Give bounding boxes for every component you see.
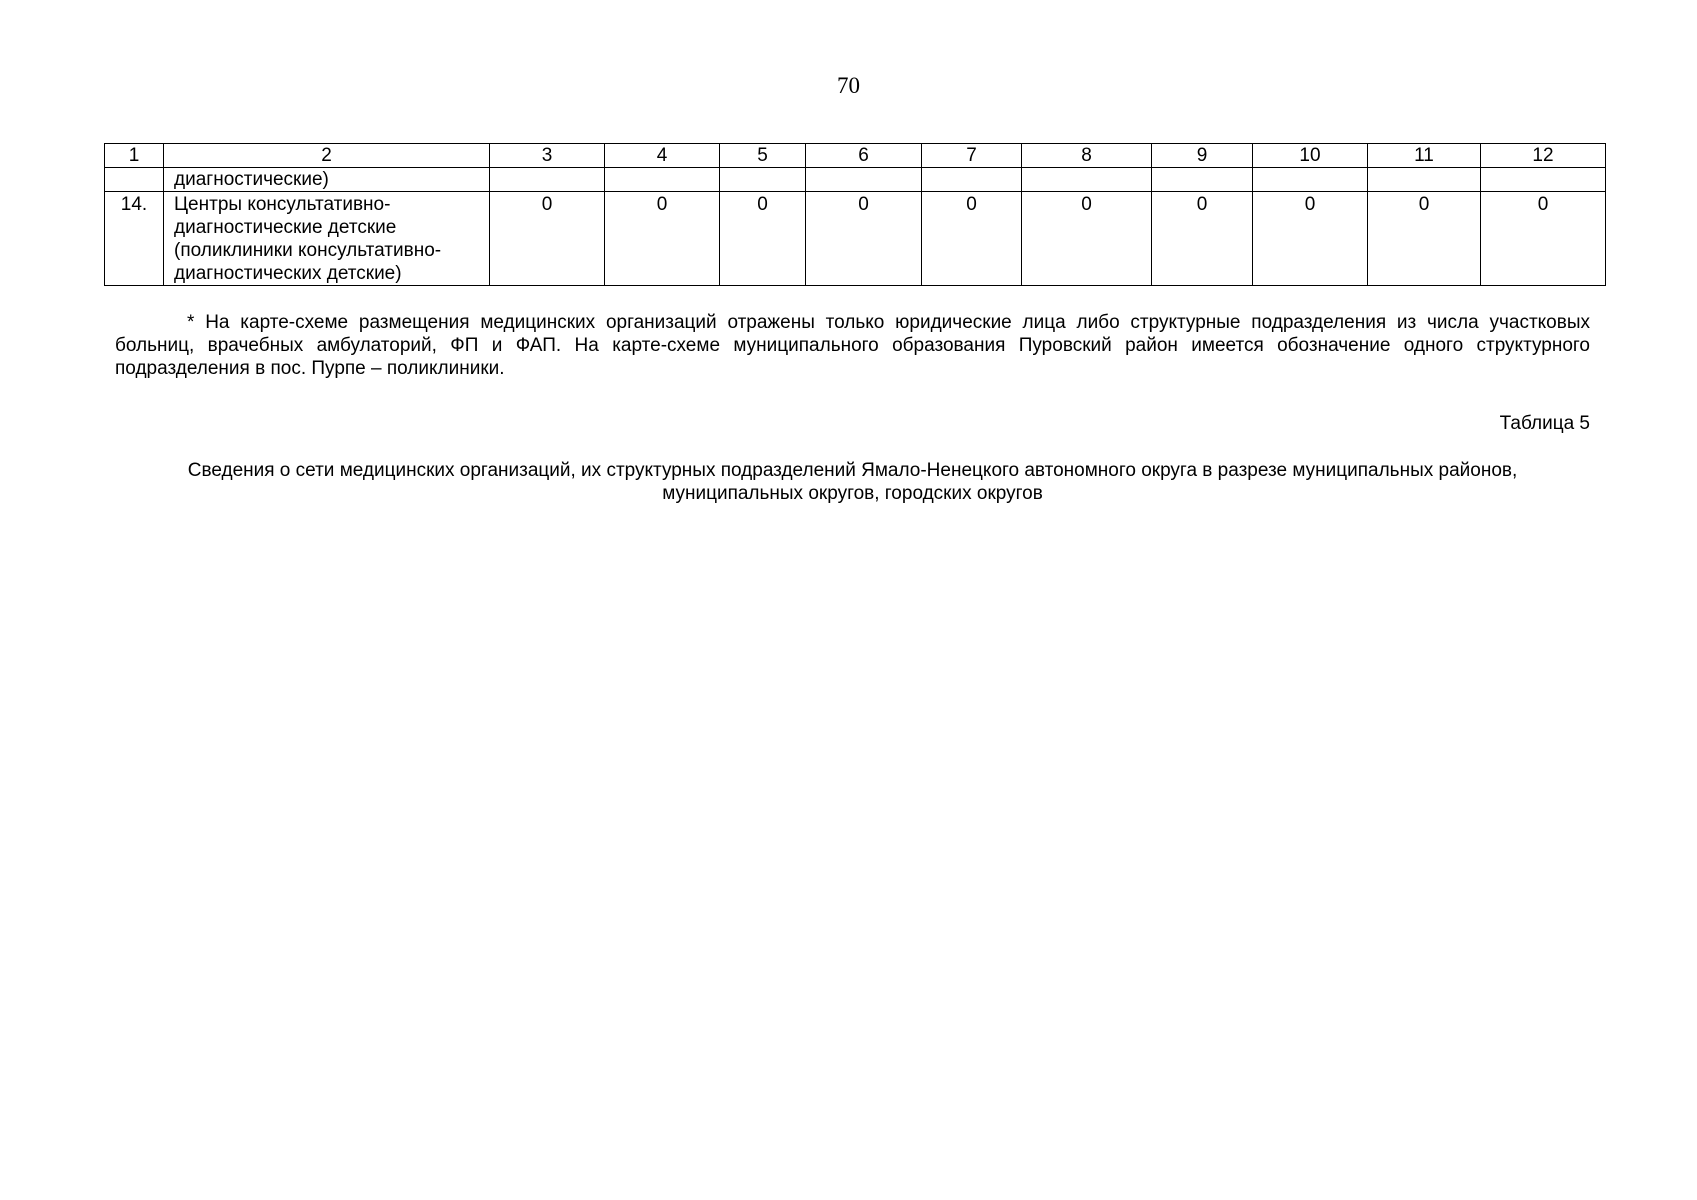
table-caption-line: муниципальных округов, городских округов xyxy=(662,483,1043,504)
column-number-cell: 2 xyxy=(164,144,490,168)
value-cell xyxy=(1022,168,1152,192)
value-cell xyxy=(605,168,720,192)
table-row-continuation xyxy=(105,168,1606,192)
column-number-cell: 3 xyxy=(490,144,605,168)
data-table xyxy=(104,143,1606,286)
row-number-cell: 14. xyxy=(105,192,164,286)
value-cell xyxy=(1481,168,1606,192)
value-cell xyxy=(1152,168,1253,192)
column-number-cell: 8 xyxy=(1022,144,1152,168)
value-cell xyxy=(922,168,1022,192)
table-caption-line: Сведения о сети медицинских организаций, их структурных подразделений Ямало-Ненецкого автономного округа в разрезе муниципальных районов, xyxy=(187,460,1518,481)
value-cell xyxy=(720,168,806,192)
value-cell xyxy=(1368,168,1481,192)
value-cell: 0 xyxy=(1253,192,1368,286)
footnote: * На карте-схеме размещения медицинских организаций отражены только юридические лица либо структурные подразделения из числа участковых больниц, врачебных амбулаторий, ФП и ФАП. На карте-схеме муниципального образования Пуровский район имеется обозначение одного структурного подразделения в пос. Пурпе – поликлиники. xyxy=(115,312,1590,379)
value-cell: 0 xyxy=(1481,192,1606,286)
column-number-cell: 4 xyxy=(605,144,720,168)
column-number-cell: 6 xyxy=(806,144,922,168)
value-cell xyxy=(806,168,922,192)
value-cell xyxy=(1253,168,1368,192)
column-number-cell: 1 xyxy=(105,144,164,168)
value-cell: 0 xyxy=(1152,192,1253,286)
value-cell: 0 xyxy=(806,192,922,286)
value-cell: 0 xyxy=(720,192,806,286)
column-number-cell: 7 xyxy=(922,144,1022,168)
column-number-cell: 9 xyxy=(1152,144,1253,168)
row-number-cell xyxy=(105,168,164,192)
column-number-cell: 5 xyxy=(720,144,806,168)
table-row xyxy=(105,192,1606,286)
table-caption xyxy=(115,459,1590,505)
row-name-cell: диагностические) xyxy=(164,168,490,192)
value-cell: 0 xyxy=(1022,192,1152,286)
value-cell: 0 xyxy=(490,192,605,286)
column-number-cell: 11 xyxy=(1368,144,1481,168)
page-number: 70 xyxy=(837,73,860,98)
value-cell: 0 xyxy=(605,192,720,286)
value-cell xyxy=(490,168,605,192)
value-cell: 0 xyxy=(922,192,1022,286)
column-number-row xyxy=(105,144,1606,168)
table-label: Таблица 5 xyxy=(1499,413,1590,434)
column-number-cell: 10 xyxy=(1253,144,1368,168)
row-name-cell: Центры консультативно-диагностические детские (поликлиники консультативно-диагностических детские) xyxy=(164,192,490,286)
column-number-cell: 12 xyxy=(1481,144,1606,168)
value-cell: 0 xyxy=(1368,192,1481,286)
